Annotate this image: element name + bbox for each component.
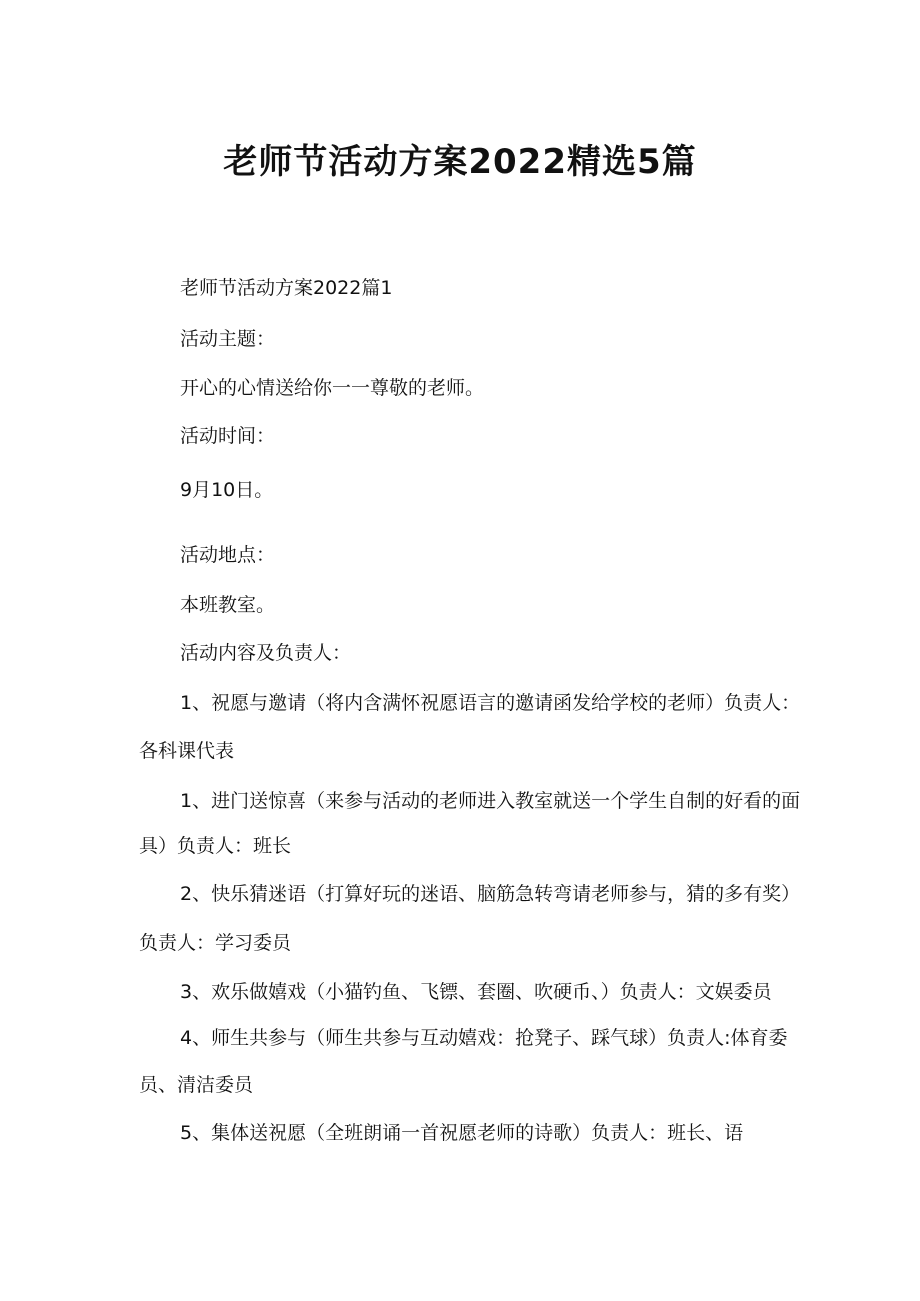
paragraph: 开心的心情送给你一一尊敬的老师。 <box>180 377 485 399</box>
paragraph: 1、进门送惊喜（来参与活动的老师进入教室就送一个学生自制的好看的面 <box>180 790 801 812</box>
document-title: 老师节活动方案2022精选5篇 <box>223 142 697 182</box>
paragraph-label: 活动内容及负责人： <box>180 642 352 664</box>
paragraph: 4、师生共参与（师生共参与互动嬉戏：抢凳子、踩气球）负责人:体育委 <box>180 1027 788 1049</box>
paragraph: 3、欢乐做嬉戏（小猫钓鱼、飞镖、套圈、吹硬币、）负责人：文娱委员 <box>180 981 772 1003</box>
paragraph-label: 活动地点： <box>180 544 276 566</box>
paragraph: 9月10日。 <box>180 479 274 501</box>
paragraph: 5、集体送祝愿（全班朗诵一首祝愿老师的诗歌）负责人：班长、语 <box>180 1122 744 1144</box>
paragraph-continuation: 员、清洁委员 <box>139 1074 254 1096</box>
paragraph: 本班教室。 <box>180 594 276 616</box>
paragraph-continuation: 负责人：学习委员 <box>139 932 292 954</box>
paragraph: 1、祝愿与邀请（将内含满怀祝愿语言的邀请函发给学校的老师）负责人： <box>180 692 801 714</box>
paragraph-continuation: 具）负责人：班长 <box>139 835 292 857</box>
paragraph-continuation: 各科课代表 <box>139 740 235 762</box>
paragraph-label: 活动时间： <box>180 425 276 447</box>
section-heading: 老师节活动方案2022篇1 <box>180 277 393 299</box>
paragraph: 2、快乐猜迷语（打算好玩的迷语、脑筋急转弯请老师参与，猜的多有奖） <box>180 883 801 905</box>
paragraph-label: 活动主题： <box>180 328 276 350</box>
